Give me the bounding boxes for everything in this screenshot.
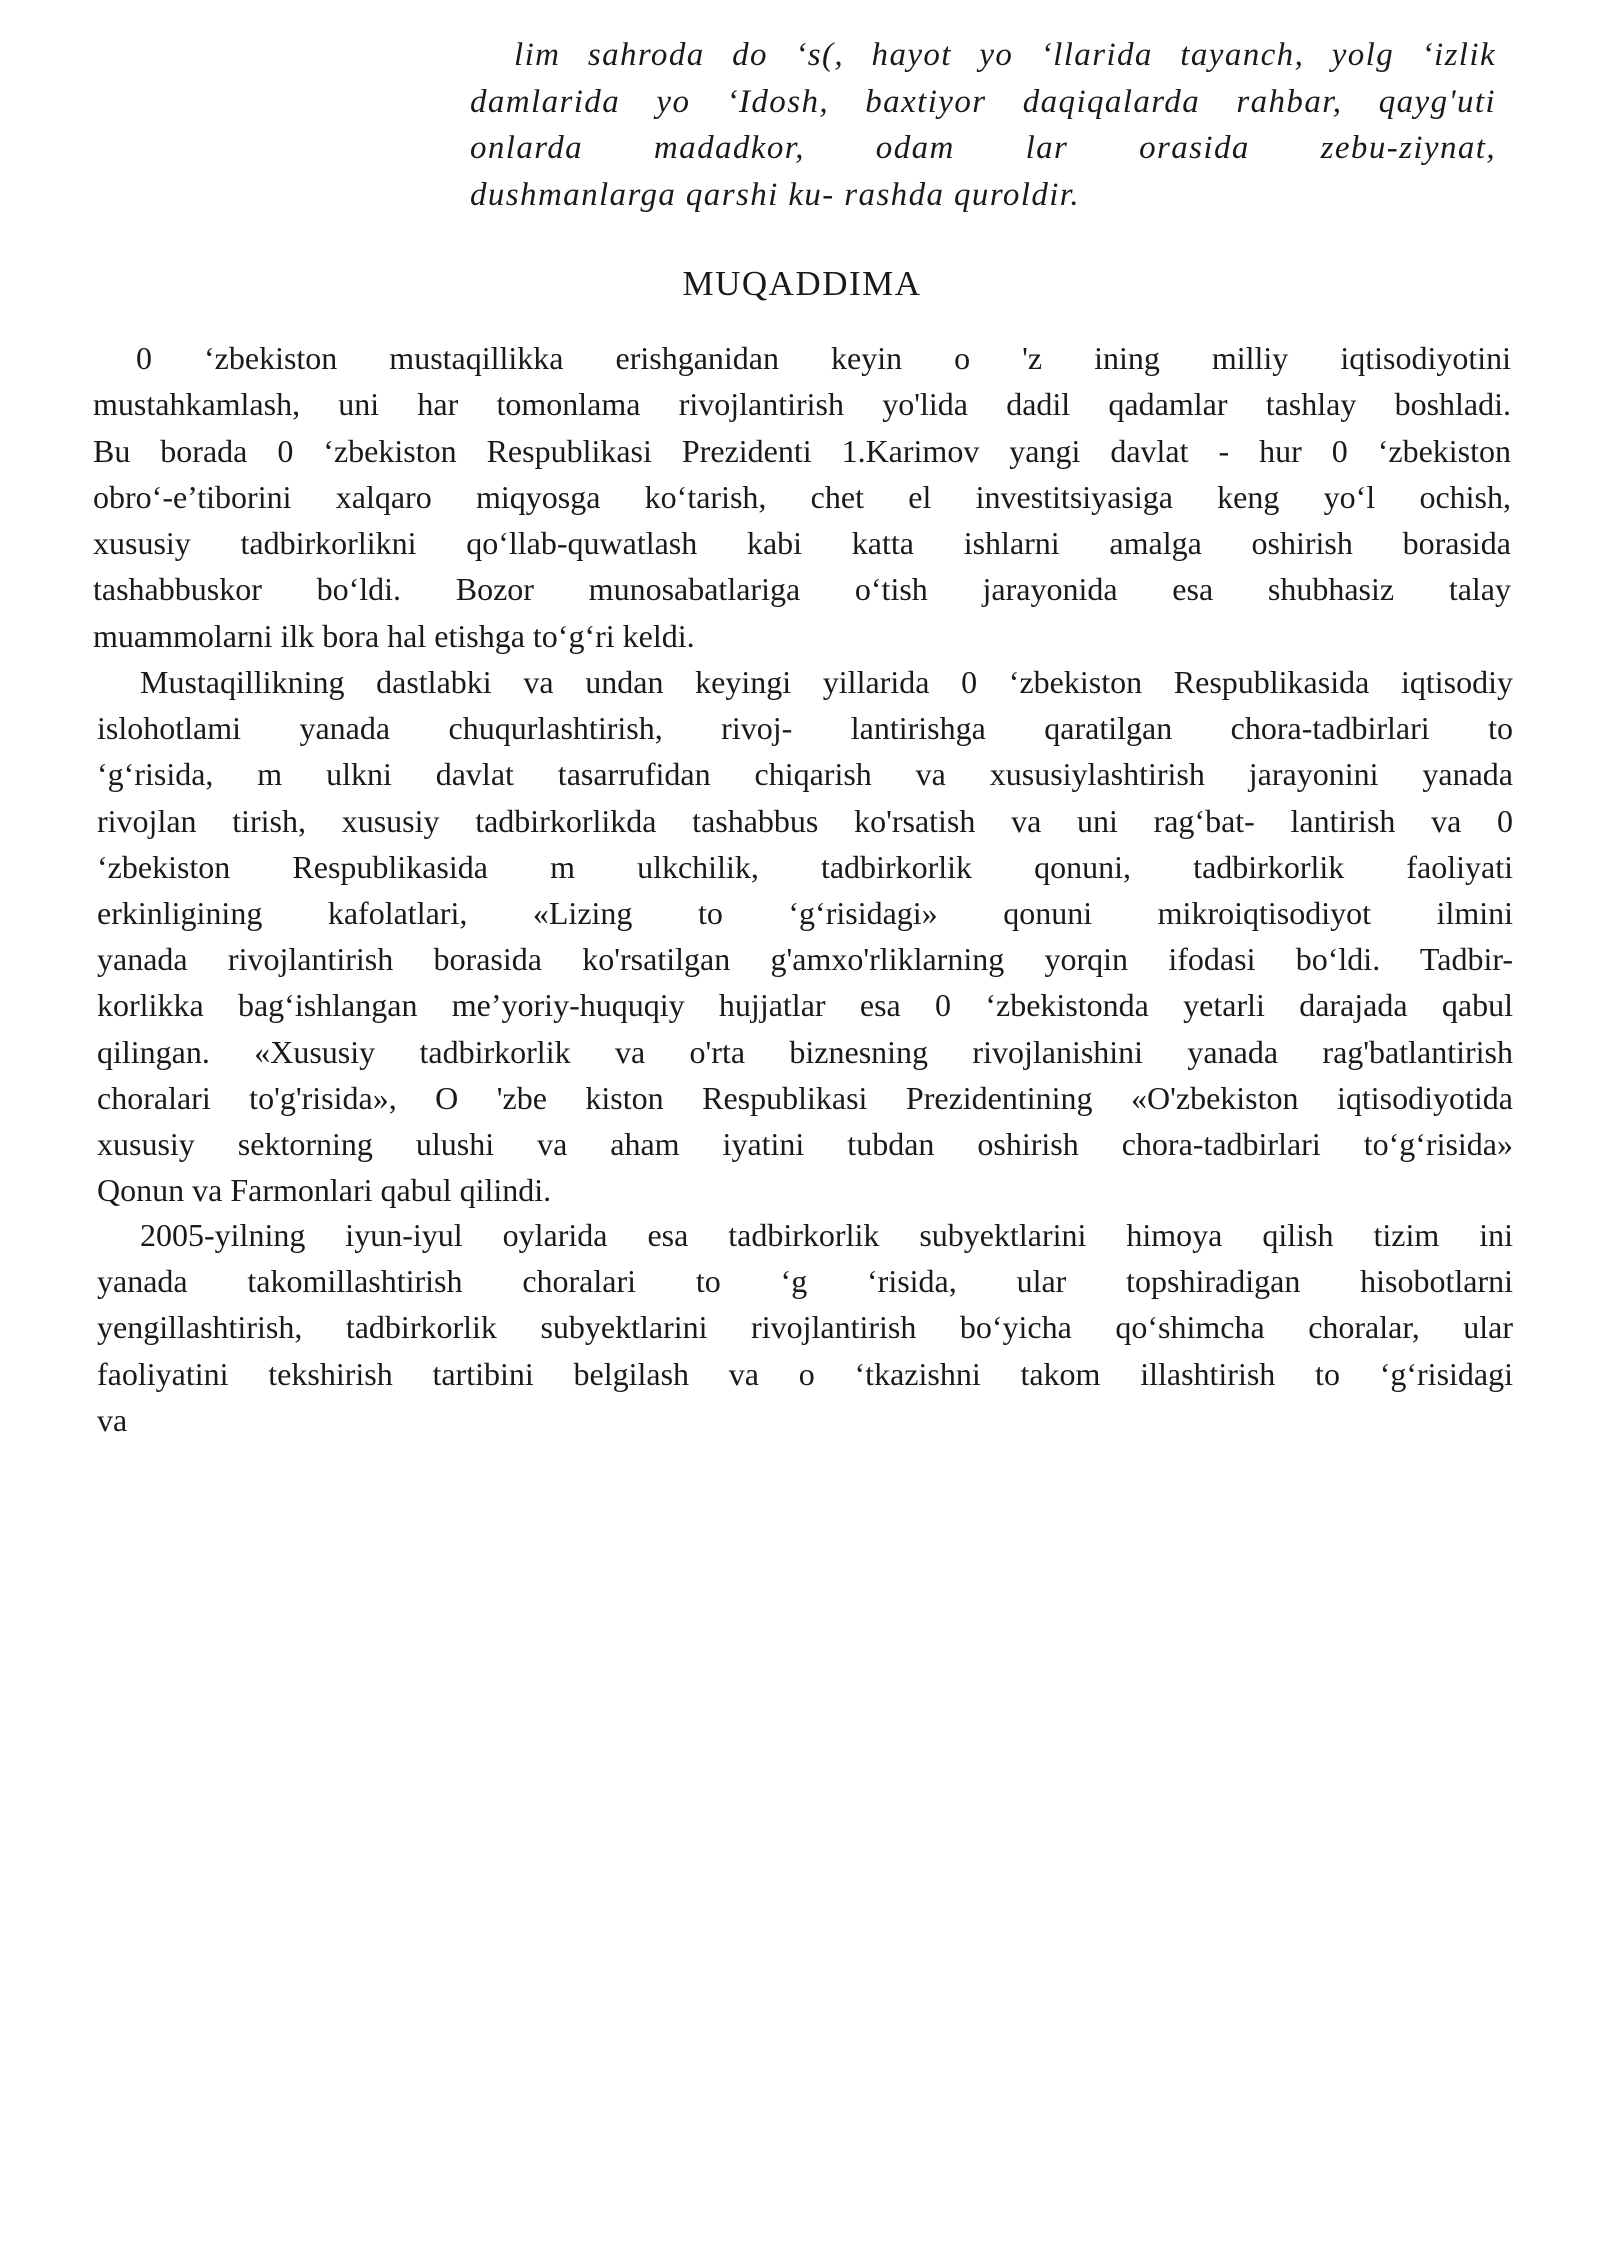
paragraph-line: tashabbuskor bo‘ldi. Bozor munosabatlariga o‘tish jarayonida esa shubhasiz talay — [93, 571, 1511, 608]
paragraph-line: xususiy tadbirkorlikni qo‘llab-quwatlash kabi katta ishlarni amalga oshirish borasida — [93, 525, 1511, 562]
paragraph-line: choralari to'g'risida», O 'zbe kiston Respublikasi Prezidentining «O'zbekiston iqtisodiyotida — [97, 1079, 1513, 1116]
paragraph-line: yengillashtirish, tadbirkorlik subyektlarini rivojlantirish bo‘yicha qo‘shimcha choralar, ular — [97, 1309, 1513, 1346]
paragraph-line: ‘g‘risida, m ulkni davlat tasarrufidan chiqarish va xususiylashtirish jarayonini yanada — [97, 756, 1513, 793]
epigraph-line: damlarida yo ‘Idosh, baxtiyor daqiqalarda rahbar, qayg'uti — [470, 83, 1496, 120]
epigraph-line: onlarda madadkor, odam lar orasida zebu-ziynat, — [470, 130, 1496, 166]
epigraph — [470, 32, 1496, 218]
paragraph-3 — [97, 1212, 1513, 1443]
paragraph-line: rivojlan tirish, xususiy tadbirkorlikda tashabbus ko'rsatish va uni rag‘bat- lantirish va 0 — [97, 802, 1513, 839]
paragraph-line: Mustaqillikning dastlabki va undan keyingi yillarida 0 ‘zbekiston Respublikasida iqtisodiy — [140, 664, 1513, 700]
paragraph-line: 0 ‘zbekiston mustaqillikka erishganidan keyin o 'z ining milliy iqtisodiyotini — [136, 340, 1511, 376]
paragraph-line: ‘zbekiston Respublikasida m ulkchilik, tadbirkorlik qonuni, tadbirkorlik faoliyati — [97, 848, 1513, 885]
paragraph-line: yanada takomillashtirish choralari to ‘g ‘risida, ular topshiradigan hisobotlarni — [97, 1263, 1513, 1300]
paragraph-line: obro‘-e’tiborini xalqaro miqyosga ko‘tarish, chet el investitsiyasiga keng yo‘l ochish, — [93, 478, 1511, 515]
paragraph-line: korlikka bag‘ishlangan me’yoriy-huquqiy hujjatlar esa 0 ‘zbekistonda yetarli darajada qabul — [97, 987, 1513, 1024]
paragraph-line: muammolarni ilk bora hal etishga to‘g‘ri keldi. — [93, 617, 695, 654]
paragraph-line: qilingan. «Xususiy tadbirkorlik va o'rta biznesning rivojlanishini yanada rag'batlantirish — [97, 1033, 1513, 1070]
section-heading — [0, 264, 1600, 304]
epigraph-line: dushmanlarga qarshi ku- rashda quroldir. — [470, 176, 1081, 213]
paragraph-line: Qonun va Farmonlari qabul qilindi. — [97, 1172, 552, 1209]
paragraph-line: islohotlami yanada chuqurlashtirish, rivoj- lantirishga qaratilgan chora-tadbirlari to — [97, 710, 1513, 747]
paragraph-line: yanada rivojlantirish borasida ko'rsatilgan g'amxo'rliklarning yorqin ifodasi bo‘ldi. Tadbir- — [97, 941, 1513, 978]
paragraph-line: xususiy sektorning ulushi va aham iyatini tubdan oshirish chora-tadbirlari to‘g‘risida» — [97, 1126, 1513, 1163]
paragraph-line: 2005-yilning iyun-iyul oylarida esa tadbirkorlik subyektlarini himoya qilish tizim ini — [140, 1217, 1513, 1253]
paragraph-line: faoliyatini tekshirish tartibini belgilash va o ‘tkazishni takom illashtirish to ‘g‘risidagi — [97, 1355, 1513, 1392]
paragraph-1 — [93, 335, 1511, 659]
paragraph-line: mustahkamlash, uni har tomonlama rivojlantirish yo'lida dadil qadamlar tashlay boshladi. — [93, 386, 1511, 423]
epigraph-line: lim sahroda do ‘s(, hayot yo ‘llarida tayanch, yolg ‘izlik — [514, 37, 1496, 73]
paragraph-2 — [97, 659, 1513, 1213]
paragraph-line: va — [97, 1401, 128, 1438]
paragraph-line: Bu borada 0 ‘zbekiston Respublikasi Prezidenti 1.Karimov yangi davlat - hur 0 ‘zbekiston — [93, 432, 1511, 469]
section-heading-text: MUQADDIMA — [682, 264, 922, 303]
paragraph-line: erkinligining kafolatlari, «Lizing to ‘g‘risidagi» qonuni mikroiqtisodiyot ilmini — [97, 895, 1513, 932]
